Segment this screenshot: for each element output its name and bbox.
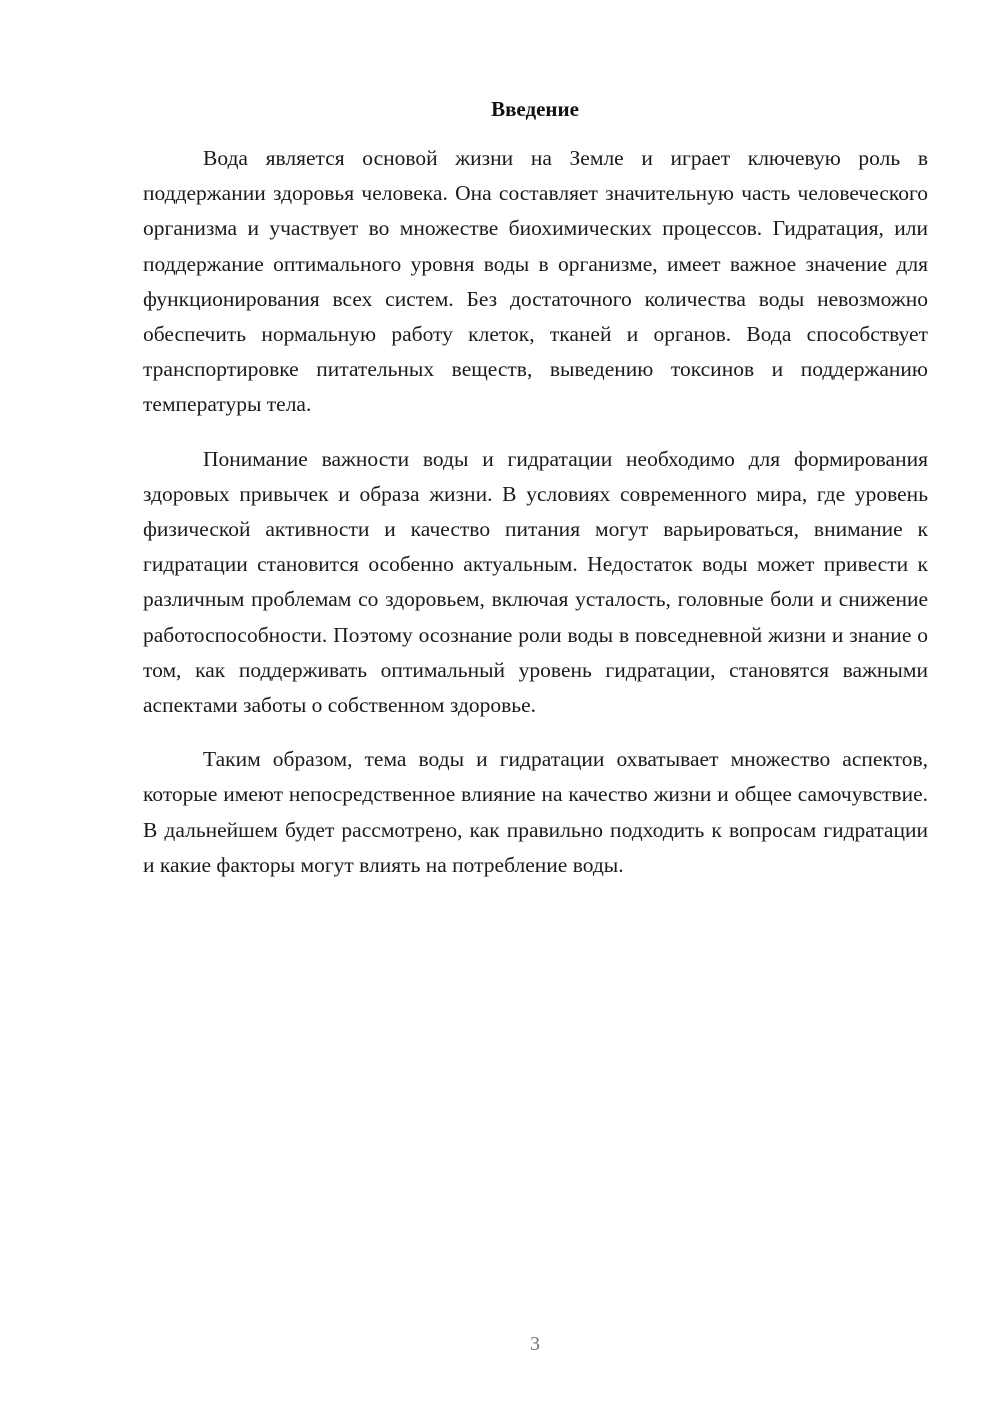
page-number: 3 bbox=[530, 1333, 540, 1355]
paragraph-3: Таким образом, тема воды и гидратации охватывает множество аспектов, которые имеют непосредственное влияние на качество жизни и общее самочувствие. В дальнейшем будет рассмотрено, как правильно подходить к вопросам гидратации и какие факторы могут влиять на потребление воды. bbox=[143, 747, 928, 877]
body-text bbox=[143, 141, 928, 883]
paragraph-1: Вода является основой жизни на Земле и играет ключевую роль в поддержании здоровья человека. Она составляет значительную часть человеческого организма и участвует во множестве биохимических процессов. Гидратация, или поддержание оптимального уровня воды в организме, имеет важное значение для функционирования всех систем. Без достаточного количества воды невозможно обеспечить нормальную работу клеток, тканей и органов. Вода способствует транспортировке питательных веществ, выведению токсинов и поддержанию температуры тела. bbox=[143, 146, 928, 417]
section-heading: Введение bbox=[491, 97, 579, 121]
paragraph-2: Понимание важности воды и гидратации необходимо для формирования здоровых привычек и образа жизни. В условиях современного мира, где уровень физической активности и качество питания могут варьироваться, внимание к гидратации становится особенно актуальным. Недостаток воды может привести к различным проблемам со здоровьем, включая усталость, головные боли и снижение работоспособности. Поэтому осознание роли воды в повседневной жизни и знание о том, как поддерживать оптимальный уровень гидратации, становятся важными аспектами заботы о собственном здоровье. bbox=[143, 446, 928, 718]
